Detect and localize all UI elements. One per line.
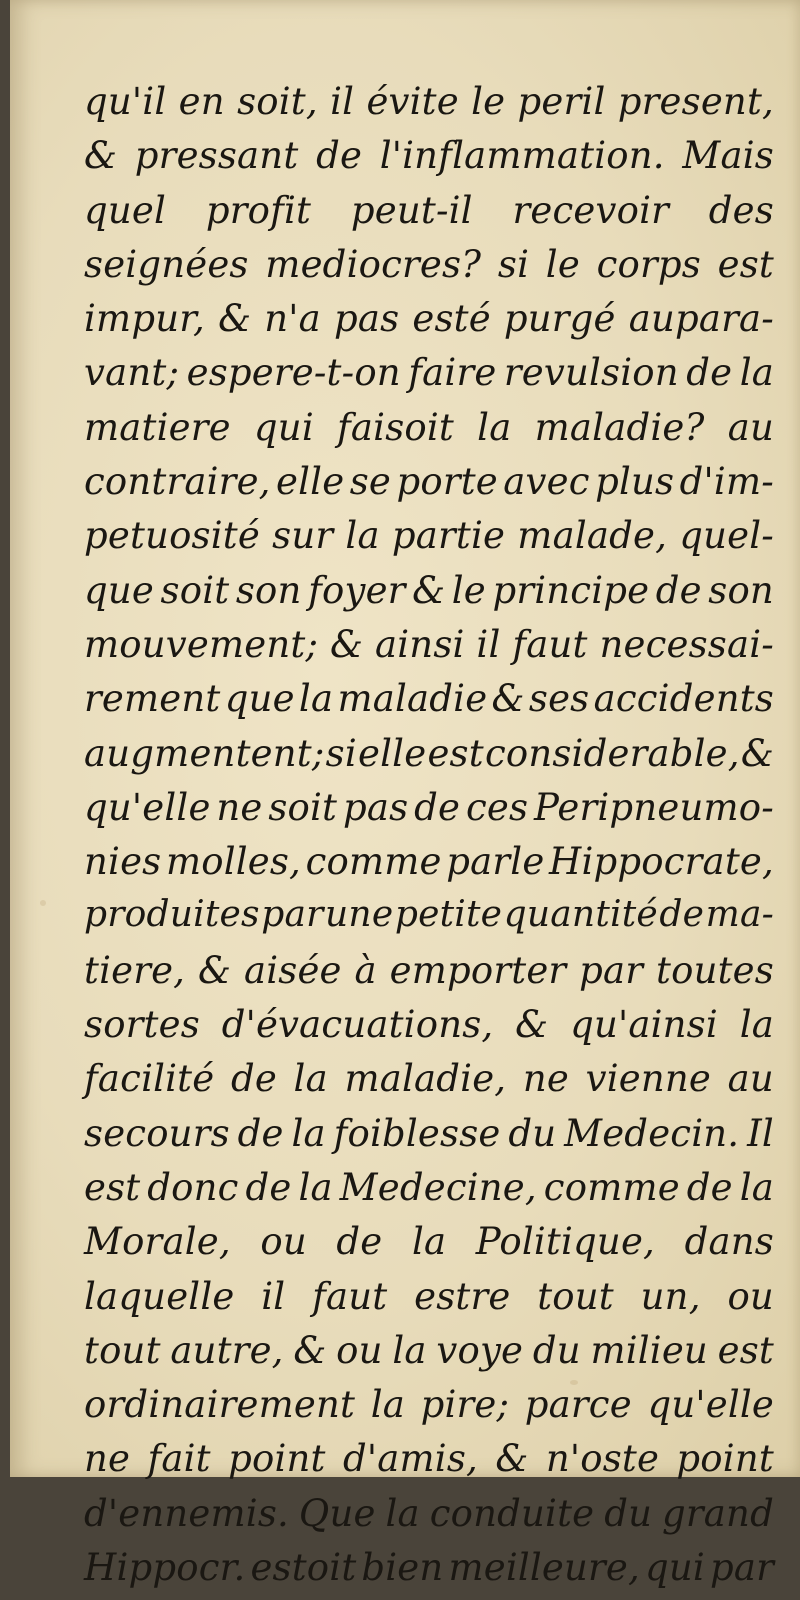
word: par (579, 948, 644, 992)
word: en (178, 80, 225, 123)
word: quel- (679, 514, 774, 558)
text-line (84, 569, 774, 623)
word: & (740, 731, 774, 775)
word: par (261, 894, 324, 936)
word: fait (147, 1437, 211, 1481)
word: mediocres? (265, 242, 482, 286)
word: porte (396, 460, 498, 504)
word: la (298, 677, 334, 721)
text-line (84, 243, 774, 297)
word: necessai- (599, 622, 774, 666)
word: parce (524, 1383, 632, 1427)
word: sortes (84, 1003, 200, 1047)
word: petite (394, 894, 503, 936)
word: & (495, 1437, 529, 1481)
word: & (293, 1328, 327, 1372)
word: la (477, 405, 512, 449)
word: mouvement; (84, 622, 319, 666)
text-line (84, 1112, 774, 1166)
text-line (84, 1437, 774, 1491)
word: elle (358, 731, 427, 775)
word: Medecin. (564, 1111, 740, 1155)
word: ordinairement (84, 1383, 356, 1427)
word: n'oste (545, 1437, 660, 1481)
word: voye (436, 1328, 524, 1372)
word: la (411, 1220, 447, 1264)
word: soit, (237, 80, 318, 123)
word: d'évacuations, (221, 1003, 494, 1047)
word: milieu (590, 1328, 708, 1372)
text-line (84, 1003, 774, 1057)
word: quantité (503, 894, 658, 936)
word: qu'elle (84, 785, 211, 829)
paper-stain (40, 900, 46, 906)
text-line (84, 732, 774, 786)
word: vienne (585, 1057, 712, 1101)
word: pas (333, 297, 400, 341)
word: Peripneumo- (533, 785, 774, 829)
word: vant; (84, 351, 180, 395)
word: foiblesse (333, 1111, 501, 1155)
text-line (84, 1220, 774, 1274)
word: son (235, 568, 302, 612)
word: profit (205, 188, 312, 232)
word: & (84, 134, 118, 178)
word: & (515, 1003, 549, 1047)
text-line (84, 1329, 774, 1383)
word: revulsion (503, 351, 679, 395)
word: qu'ainsi (570, 1003, 718, 1047)
text-line (84, 297, 774, 351)
text-line (84, 80, 774, 134)
text-line (84, 623, 774, 677)
text-line (84, 894, 774, 948)
word: un, (640, 1274, 701, 1318)
word: la (739, 1003, 774, 1047)
word: la (370, 1383, 405, 1427)
word: d'ennemis. (84, 1491, 289, 1535)
word: du (532, 1328, 581, 1372)
word: il (330, 80, 355, 123)
word: toutes (656, 948, 774, 992)
word: faire (408, 351, 497, 395)
word: ne (216, 785, 263, 829)
word: il (261, 1274, 286, 1318)
word: d'im- (679, 460, 774, 504)
word: grand (662, 1491, 774, 1535)
word: point (228, 1437, 326, 1481)
word: au (727, 1057, 774, 1101)
word: faut (512, 622, 588, 666)
text-line (84, 1383, 774, 1437)
word: impur, (84, 297, 206, 341)
word: à (354, 948, 377, 992)
word: le (471, 80, 506, 123)
word: Politique, (475, 1220, 656, 1264)
word: est (84, 1165, 141, 1209)
word: partie (391, 514, 506, 558)
word: de (245, 1165, 292, 1209)
word: se (349, 460, 392, 504)
word: de (686, 351, 733, 395)
word: corps (596, 242, 701, 286)
text-line (84, 134, 774, 188)
word: & (330, 622, 364, 666)
word: qui (253, 405, 314, 449)
word: de (414, 785, 461, 829)
word: produites (84, 894, 260, 936)
word: par (709, 1546, 774, 1590)
word: seignées (84, 242, 249, 286)
word: estre (414, 1274, 511, 1318)
word: la (293, 1057, 328, 1101)
word: que (84, 568, 155, 612)
word: pas (342, 785, 409, 829)
word: est (717, 242, 774, 286)
word: sur (272, 514, 334, 558)
text-line (84, 1166, 774, 1220)
word: le (451, 568, 486, 612)
text-line (84, 786, 774, 840)
word: si (497, 242, 530, 286)
word: qui (645, 1546, 705, 1590)
word: la (392, 1328, 427, 1372)
word: la (739, 1165, 774, 1209)
word: tout (84, 1328, 161, 1372)
word: ou (336, 1328, 383, 1372)
word: l'inflammation. (379, 134, 665, 178)
text-line (84, 189, 774, 243)
word: tout (537, 1274, 614, 1318)
word: ma- (705, 894, 774, 936)
word: d'amis, (342, 1437, 478, 1481)
word: de (237, 1111, 284, 1155)
word: comme (305, 840, 442, 884)
word: & (491, 677, 525, 721)
word: il (476, 622, 501, 666)
word: que (224, 677, 295, 721)
word: laquelle (84, 1274, 235, 1318)
word: considerable, (484, 731, 740, 775)
word: & (412, 568, 446, 612)
word: n'a (264, 297, 321, 341)
word: maladie? (534, 405, 705, 449)
word: faut (312, 1274, 388, 1318)
word: augmentent; (84, 731, 325, 775)
text-line (84, 406, 774, 460)
text-line (84, 840, 774, 894)
word: foyer (308, 568, 406, 612)
text-line (84, 677, 774, 731)
word: aisée (243, 948, 342, 992)
word: bien (361, 1546, 444, 1590)
word: des (708, 188, 774, 232)
word: & (218, 297, 252, 341)
word: malade, (517, 514, 668, 558)
word: de (316, 134, 363, 178)
word: comme (543, 1165, 680, 1209)
word: ne (84, 1437, 131, 1481)
word: ou (727, 1274, 774, 1318)
word: elle (276, 460, 345, 504)
word: ses (528, 677, 590, 721)
word: espere-t-on (186, 351, 401, 395)
word: la (385, 1491, 420, 1535)
text-line (84, 514, 774, 568)
text-line (84, 949, 774, 1003)
word: ainsi (375, 622, 465, 666)
word: conduite (429, 1491, 595, 1535)
word: la (345, 514, 380, 558)
word: une (325, 894, 394, 936)
word: ces (465, 785, 529, 829)
word: Hippocr. (84, 1546, 246, 1590)
word: emporter (389, 948, 567, 992)
word: point (676, 1437, 774, 1481)
word: au (727, 405, 774, 449)
word: estoit (250, 1546, 357, 1590)
word: avec (503, 460, 590, 504)
word: pressant (134, 134, 299, 178)
word: peut-il (350, 188, 473, 232)
word: tiere, (84, 948, 186, 992)
word: secours (84, 1111, 230, 1155)
word: est (427, 731, 484, 775)
text-line (84, 1546, 774, 1600)
word: qu'elle (647, 1383, 774, 1427)
word: esté (412, 297, 491, 341)
word: plus (595, 460, 675, 504)
book-page (10, 0, 800, 1590)
word: de (686, 1165, 733, 1209)
word: Mais (682, 134, 774, 178)
word: Que (298, 1491, 376, 1535)
word: de (659, 894, 705, 936)
word: principe (492, 568, 650, 612)
word: donc (147, 1165, 239, 1209)
word: accidents (593, 677, 774, 721)
word: purgé (503, 297, 616, 341)
text-line (84, 460, 774, 514)
word: autre, (170, 1328, 284, 1372)
page-text (84, 80, 774, 1600)
word: qu'il (84, 80, 167, 123)
word: soit (268, 785, 338, 829)
word: petuosité (84, 514, 260, 558)
word: facilité (84, 1057, 215, 1101)
word: ou (260, 1220, 307, 1264)
word: de (336, 1220, 383, 1264)
word: Medecine, (339, 1165, 537, 1209)
word: de (230, 1057, 277, 1101)
word: contraire, (84, 460, 271, 504)
word: aupara- (628, 297, 774, 341)
text-line (84, 351, 774, 405)
text-line (84, 1275, 774, 1329)
word: matiere (84, 405, 231, 449)
word: rement (84, 677, 221, 721)
word: present, (617, 80, 774, 123)
text-line (84, 1492, 774, 1546)
word: Hippocrate, (549, 840, 774, 884)
text-line (84, 1057, 774, 1111)
word: la (739, 351, 774, 395)
word: molles, (165, 840, 302, 884)
word: peril (517, 80, 606, 123)
word: pire; (420, 1383, 510, 1427)
word: quel (84, 188, 167, 232)
word: Il (747, 1111, 774, 1155)
word: son (708, 568, 774, 612)
word: maladie (337, 677, 488, 721)
word: maladie, (344, 1057, 507, 1101)
word: nies (84, 840, 162, 884)
word: évite (366, 80, 459, 123)
word: ne (522, 1057, 570, 1101)
word: faisoit (337, 405, 454, 449)
word: & (198, 948, 232, 992)
word: Morale, (84, 1220, 231, 1264)
word: est (717, 1328, 774, 1372)
word: le (545, 242, 580, 286)
word: si (325, 731, 357, 775)
word: de (655, 568, 702, 612)
word: la (298, 1165, 333, 1209)
word: recevoir (512, 188, 670, 232)
word: soit (160, 568, 230, 612)
word: dans (684, 1220, 774, 1264)
word: du (508, 1111, 557, 1155)
word: meilleure, (448, 1546, 640, 1590)
word: du (604, 1491, 653, 1535)
word: parle (446, 840, 545, 884)
word: la (291, 1111, 326, 1155)
